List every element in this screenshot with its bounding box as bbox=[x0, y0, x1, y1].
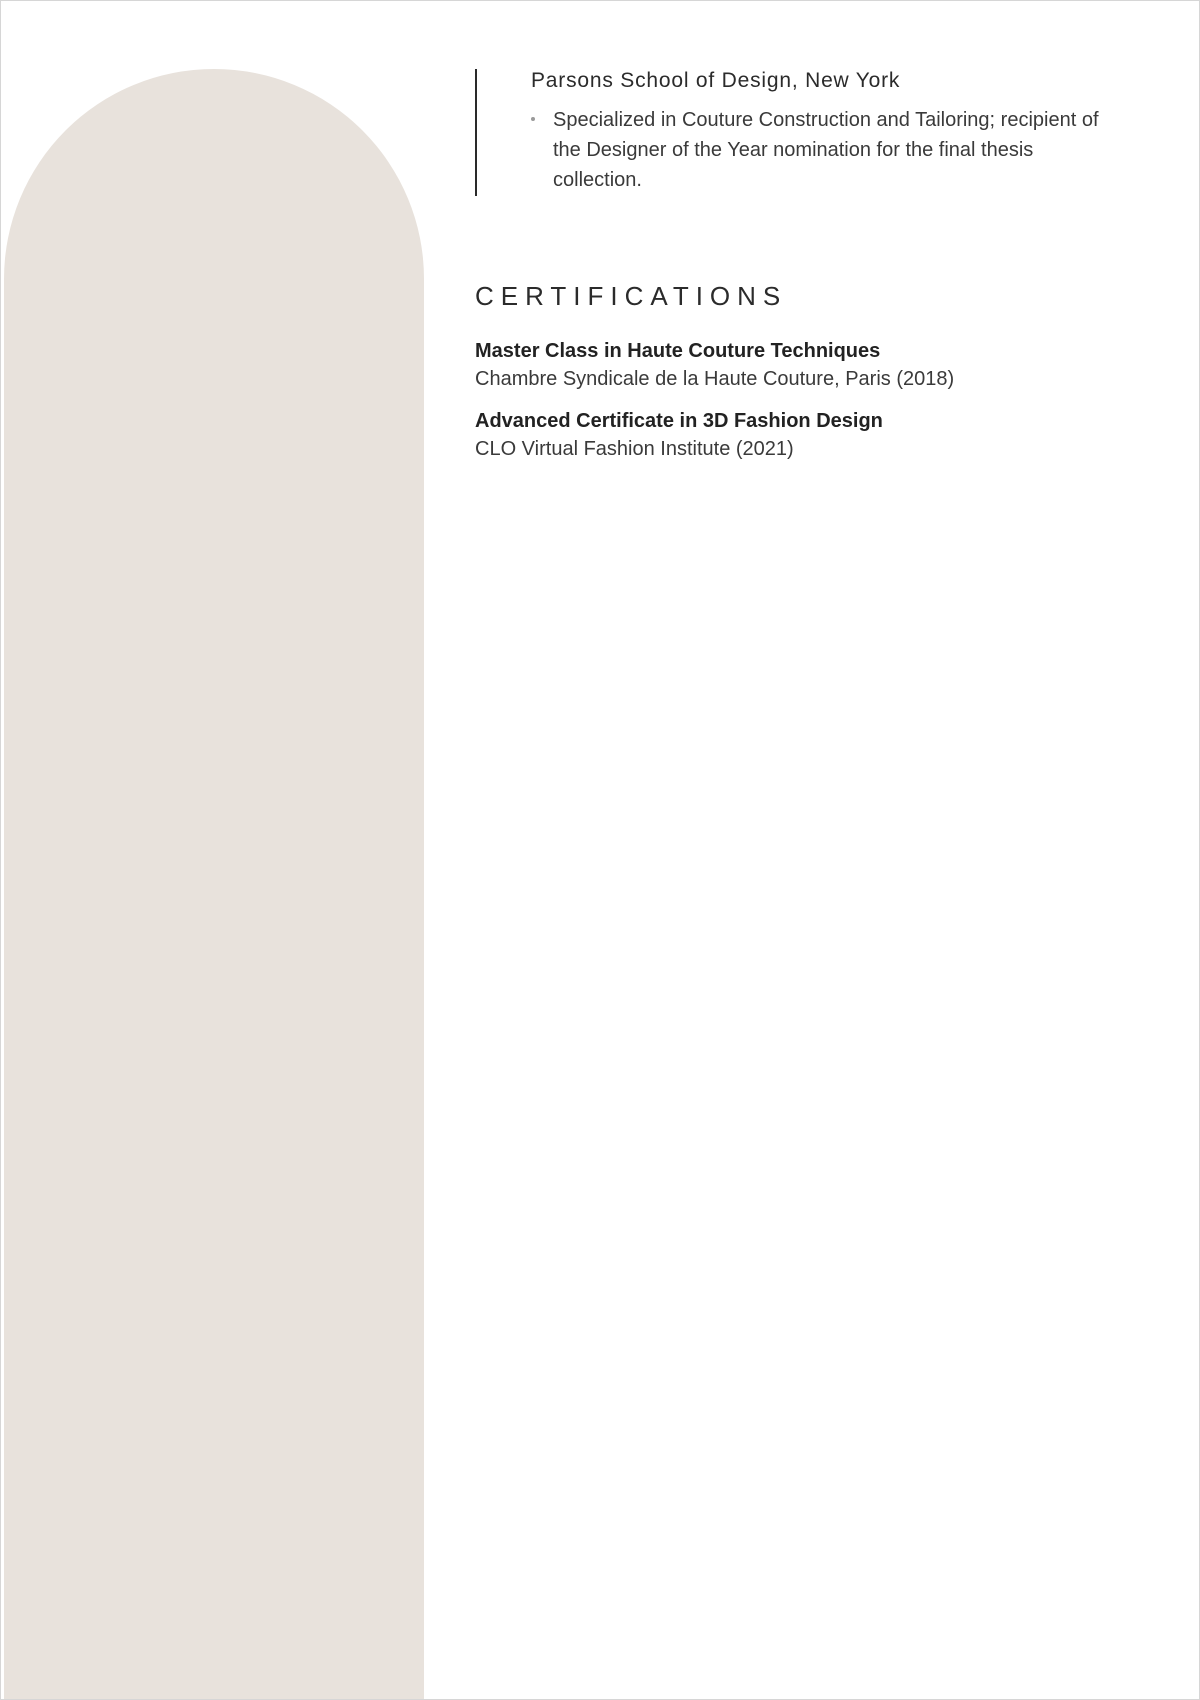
education-bullet-list bbox=[531, 105, 1115, 195]
certification-name: Master Class in Haute Couture Techniques bbox=[475, 340, 881, 362]
certification-name: Advanced Certificate in 3D Fashion Design bbox=[475, 410, 883, 432]
certification-issuer: CLO Virtual Fashion Institute (2021) bbox=[475, 438, 794, 460]
certification-item bbox=[475, 337, 1115, 394]
education-bullet-text: Specialized in Couture Construction and Tailoring; recipient of the Designer of the Year nomination for the final thesis collection. bbox=[553, 109, 1099, 191]
certifications-list bbox=[475, 337, 1115, 477]
certification-issuer: Chambre Syndicale de la Haute Couture, Paris (2018) bbox=[475, 368, 955, 390]
decorative-arch bbox=[4, 69, 424, 1700]
education-entry bbox=[475, 69, 1117, 196]
certifications-heading: CERTIFICATIONS bbox=[475, 281, 788, 311]
school-name: Parsons School of Design, New York bbox=[531, 69, 901, 92]
bullet-dot-icon bbox=[531, 117, 535, 121]
certification-item bbox=[475, 407, 1115, 464]
education-bullet bbox=[531, 105, 1115, 195]
